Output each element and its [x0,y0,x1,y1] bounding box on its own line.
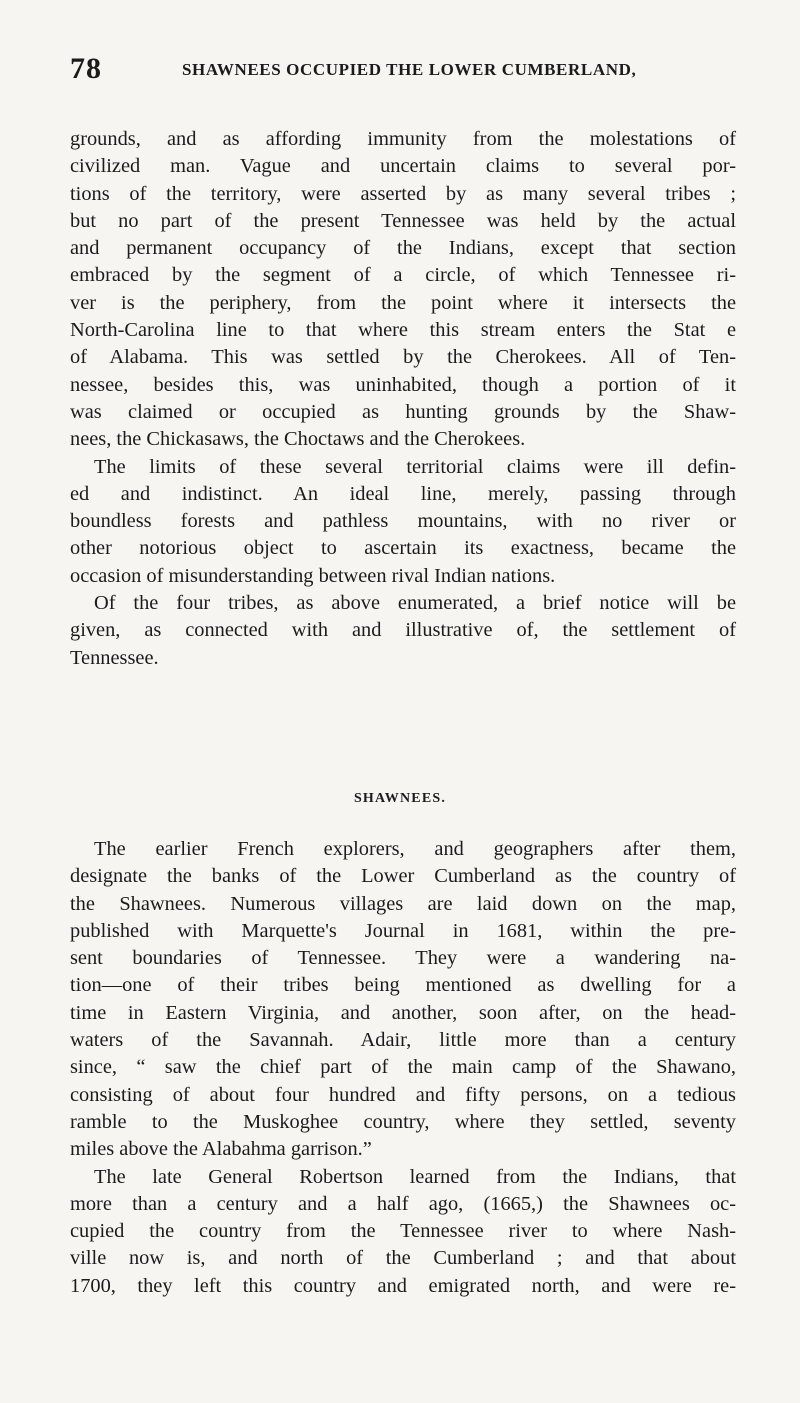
page-number: 78 [70,52,102,85]
paragraphs-territorial-claims [70,126,736,672]
text-line: The earlier French explorers, and geographers after them, [94,838,736,860]
text-line: ed and indistinct. An ideal line, merely, passing through [70,482,736,505]
text-line: more than a century and a half ago, (1665,) the Shawnees oc- [70,1192,736,1215]
text-line: Tennessee. [70,646,159,669]
text-line: time in Eastern Virginia, and another, soon after, on the head- [70,1001,736,1024]
text-line: North-Carolina line to that where this stream enters the Stat e [70,319,736,342]
text-line: was claimed or occupied as hunting grounds by the Shaw- [70,400,736,423]
section-heading: SHAWNEES. [353,791,447,806]
text-line: consisting of about four hundred and fifty persons, on a tedious [70,1083,736,1106]
text-line: civilized man. Vague and uncertain claims to several por- [70,155,736,178]
text-line: other notorious object to ascertain its exactness, became the [70,537,736,560]
text-line: of Alabama. This was settled by the Cherokees. All of Ten- [70,346,736,369]
text-line: nees, the Chickasaws, the Choctaws and the Cherokees. [70,428,526,451]
text-line: grounds, and as affording immunity from the molestations of [70,128,736,150]
text-line: and permanent occupancy of the Indians, except that section [70,237,736,260]
text-line: designate the banks of the Lower Cumberland as the country of [70,865,736,888]
running-head [70,52,740,92]
text-line: tion—one of their tribes being mentioned as dwelling for a [70,974,736,997]
text-line: nessee, besides this, was uninhabited, though a portion of it [70,373,736,396]
text-line: The limits of these several territorial claims were ill defin- [94,455,736,478]
text-line: ramble to the Muskoghee country, where they settled, seventy [70,1110,736,1133]
text-line: Of the four tribes, as above enumerated, a brief notice will be [94,592,736,615]
text-line: since, “ saw the chief part of the main camp of the Shawano, [70,1056,736,1079]
text-line: occasion of misunderstanding between rival Indian nations. [70,564,556,587]
text-line: The late General Robertson learned from the Indians, that [94,1165,736,1188]
text-line: sent boundaries of Tennessee. They were a wandering na- [70,947,736,970]
text-line: but no part of the present Tennessee was held by the actual [70,209,736,232]
text-line: ver is the periphery, from the point where it intersects the [70,291,736,314]
running-head-title: SHAWNEES OCCUPIED THE LOWER CUMBERLAND, [182,60,637,79]
paragraphs-shawnees [70,836,736,1300]
text-line: published with Marquette's Journal in 1681, within the pre- [70,919,736,942]
text-line: boundless forests and pathless mountains, with no river or [70,510,736,533]
text-line: miles above the Alabahma garrison.” [70,1138,372,1161]
text-line: waters of the Savannah. Adair, little more than a century [70,1029,736,1052]
text-line: given, as connected with and illustrative of, the settlement of [70,619,736,642]
text-line: the Shawnees. Numerous villages are laid down on the map, [70,892,736,915]
text-line: cupied the country from the Tennessee river to where Nash- [70,1220,736,1243]
text-line: 1700, they left this country and emigrated north, and were re- [70,1274,736,1297]
text-line: embraced by the segment of a circle, of which Tennessee ri- [70,264,736,287]
text-line: tions of the territory, were asserted by as many several tribes ; [70,182,736,205]
text-line: ville now is, and north of the Cumberland ; and that about [70,1247,736,1270]
